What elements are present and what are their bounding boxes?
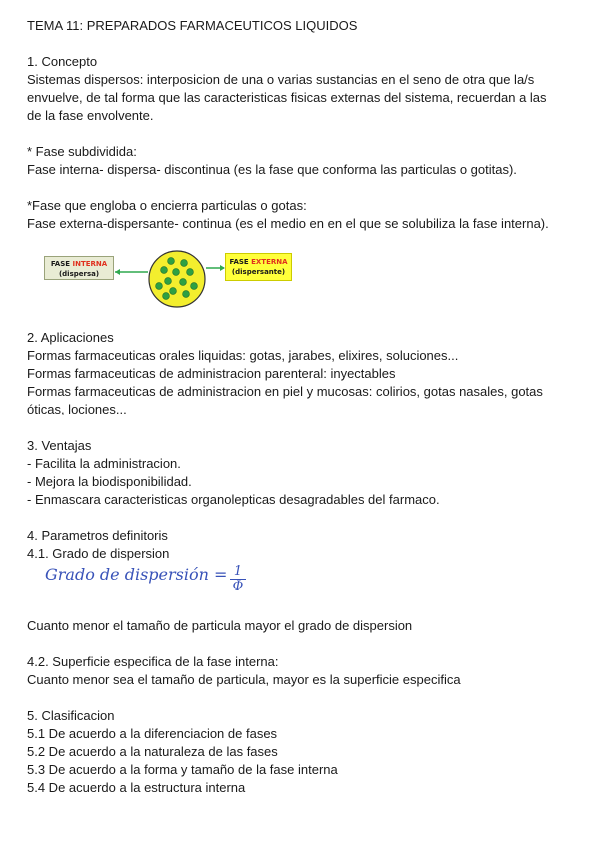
section-heading-concepto: 1. Concepto	[27, 54, 98, 69]
formula-fraction	[226, 565, 250, 594]
ventajas-item: - Mejora la biodisponibilidad.	[27, 474, 192, 489]
fase-interna-word1: FASE	[50, 260, 73, 268]
aplicaciones-line: Formas farmaceuticas de administracion en piel y mucosas: colirios, gotas nasales, gotas	[27, 384, 543, 399]
fase-engloba-heading: *Fase que engloba o encierra particulas o gotas:	[27, 198, 307, 213]
phase-diagram	[40, 250, 300, 314]
droplet	[161, 267, 168, 274]
droplet	[165, 278, 172, 285]
fase-externa-sub: (dispersante)	[231, 268, 286, 276]
concepto-line: Sistemas dispersos: interposicion de una o varias sustancias en el seno de otra que la/s	[27, 72, 535, 87]
dispersion-circle	[149, 251, 205, 307]
formula-numerator: 1	[233, 564, 243, 579]
section-heading-ventajas: 3. Ventajas	[27, 438, 92, 453]
ventajas-item: - Facilita la administracion.	[27, 456, 181, 471]
fase-interna-sub: (dispersa)	[58, 270, 100, 278]
fase-subdividida-heading: * Fase subdividida:	[27, 144, 137, 159]
formula-denominator: Φ	[232, 579, 244, 594]
subheading-superficie: 4.2. Superficie especifica de la fase interna:	[27, 654, 279, 669]
droplet	[191, 283, 198, 290]
concepto-line: envuelve, de tal forma que las caracteristicas fisicas externas del sistema, recuerdan a las	[27, 90, 547, 105]
fase-engloba-text: Fase externa-dispersante- continua (es el medio en en el que se solubiliza la fase interna).	[27, 216, 549, 231]
clasificacion-item: 5.2 De acuerdo a la naturaleza de las fases	[27, 744, 278, 759]
grado-dispersion-text: Cuanto menor el tamaño de particula mayor el grado de dispersion	[27, 618, 413, 633]
droplet	[173, 269, 180, 276]
handwritten-formula: Grado de dispersión =	[45, 565, 228, 584]
droplet	[183, 291, 190, 298]
aplicaciones-line: Formas farmaceuticas de administracion parenteral: inyectables	[27, 366, 396, 381]
droplet	[181, 260, 188, 267]
page-title: TEMA 11: PREPARADOS FARMACEUTICOS LIQUIDOS	[27, 18, 358, 33]
clasificacion-item: 5.3 De acuerdo a la forma y tamaño de la fase interna	[27, 762, 338, 777]
droplet	[163, 293, 170, 300]
fase-externa-box	[225, 253, 292, 281]
arrow-left-head	[115, 269, 120, 275]
droplet	[180, 279, 187, 286]
superficie-text: Cuanto menor sea el tamaño de particula, mayor es la superficie especifica	[27, 672, 461, 687]
concepto-line: de la fase envolvente.	[27, 108, 154, 123]
droplet	[170, 288, 177, 295]
subheading-grado-dispersion: 4.1. Grado de dispersion	[27, 546, 170, 561]
clasificacion-item: 5.1 De acuerdo a la diferenciacion de fases	[27, 726, 278, 741]
section-heading-aplicaciones: 2. Aplicaciones	[27, 330, 114, 345]
droplet	[156, 283, 163, 290]
ventajas-item: - Enmascara caracteristicas organolepticas desagradables del farmaco.	[27, 492, 440, 507]
section-heading-clasificacion: 5. Clasificacion	[27, 708, 115, 723]
fase-externa-word2: EXTERNA	[251, 258, 288, 266]
aplicaciones-line: Formas farmaceuticas orales liquidas: gotas, jarabes, elixires, soluciones...	[27, 348, 459, 363]
aplicaciones-line: óticas, lociones...	[27, 402, 127, 415]
clasificacion-item: 5.4 De acuerdo a la estructura interna	[27, 780, 246, 795]
droplet	[168, 258, 175, 265]
fase-subdividida-text: Fase interna- dispersa- discontinua (es la fase que conforma las particulas o gotitas).	[27, 162, 517, 177]
fase-externa-word1: FASE	[229, 258, 252, 266]
droplet	[187, 269, 194, 276]
section-heading-parametros: 4. Parametros definitoris	[27, 528, 168, 543]
fase-interna-word2: INTERNA	[72, 260, 108, 268]
